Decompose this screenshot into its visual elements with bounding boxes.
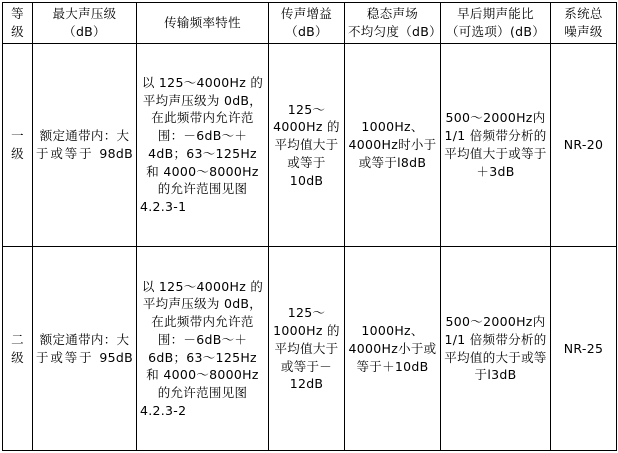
cell-evenness: 1000Hz、4000Hz时小于或等于l8dB (345, 43, 441, 247)
header-grade-line1: 等 (11, 6, 24, 21)
acoustic-spec-table (2, 2, 617, 451)
cell-gain: 125～1000Hz 的平均值大于或等于－12dB (269, 247, 345, 451)
header-max-spl (33, 3, 137, 44)
header-freq-response-line1: 传输频率特性 (164, 14, 241, 30)
header-evenness (345, 3, 441, 44)
cell-ratio: 500～2000Hz内1/1 倍频带分析的平均值大于或等于＋3dB (441, 43, 551, 247)
table-body (3, 43, 617, 451)
cell-gain: 125～4000Hz 的平均值大于或等于 10dB (269, 43, 345, 247)
header-max-spl-line1: 最大声压级 (52, 6, 117, 21)
header-ratio-line2: （可选项）(dB） (445, 23, 546, 39)
cell-freq-response: 以 125～4000Hz 的平均声压级为 0dB，在此频带内允许范围：－6dB～＋6dB；63～125Hz 和 4000～8000Hz 的允许范围见图 4.2.3-2 (137, 247, 269, 451)
table-header-row (3, 3, 617, 44)
cell-noise: NR-25 (551, 247, 617, 451)
cell-freq-response: 以 125～4000Hz 的平均声压级为 0dB，在此频带内允许范围：－6dB～＋4dB；63～125Hz 和 4000～8000Hz 的允许范围见图 4.2.3-1 (137, 43, 269, 247)
header-gain (269, 3, 345, 44)
cell-grade: 一级 (3, 43, 33, 247)
header-grade (3, 3, 33, 44)
cell-evenness: 1000Hz、4000Hz小于或等于＋10dB (345, 247, 441, 451)
table-row (3, 247, 617, 451)
header-gain-line2: （dB） (285, 23, 328, 39)
header-noise-line2: 噪声级 (564, 23, 603, 39)
table-row (3, 43, 617, 247)
cell-ratio: 500～2000Hz内1/1 倍频带分析的平均值的大于或等于l3dB (441, 247, 551, 451)
header-evenness-line1: 稳态声场 (366, 6, 419, 21)
header-ratio (441, 3, 551, 44)
header-gain-line1: 传声增益 (280, 6, 333, 21)
header-ratio-line1: 早后期声能比 (457, 6, 534, 21)
header-noise (551, 3, 617, 44)
header-freq-response (137, 3, 269, 44)
header-evenness-line2: 不均匀度（dB） (348, 23, 442, 39)
header-noise-line1: 系统总 (564, 6, 603, 21)
cell-noise: NR-20 (551, 43, 617, 247)
cell-grade: 二级 (3, 247, 33, 451)
header-max-spl-line2: （dB） (63, 23, 106, 39)
table-header (3, 3, 617, 44)
cell-max-spl: 额定通带内：大于或等于 95dB (33, 247, 137, 451)
cell-max-spl: 额定通带内：大于或等于 98dB (33, 43, 137, 247)
header-grade-line2: 级 (11, 23, 24, 39)
